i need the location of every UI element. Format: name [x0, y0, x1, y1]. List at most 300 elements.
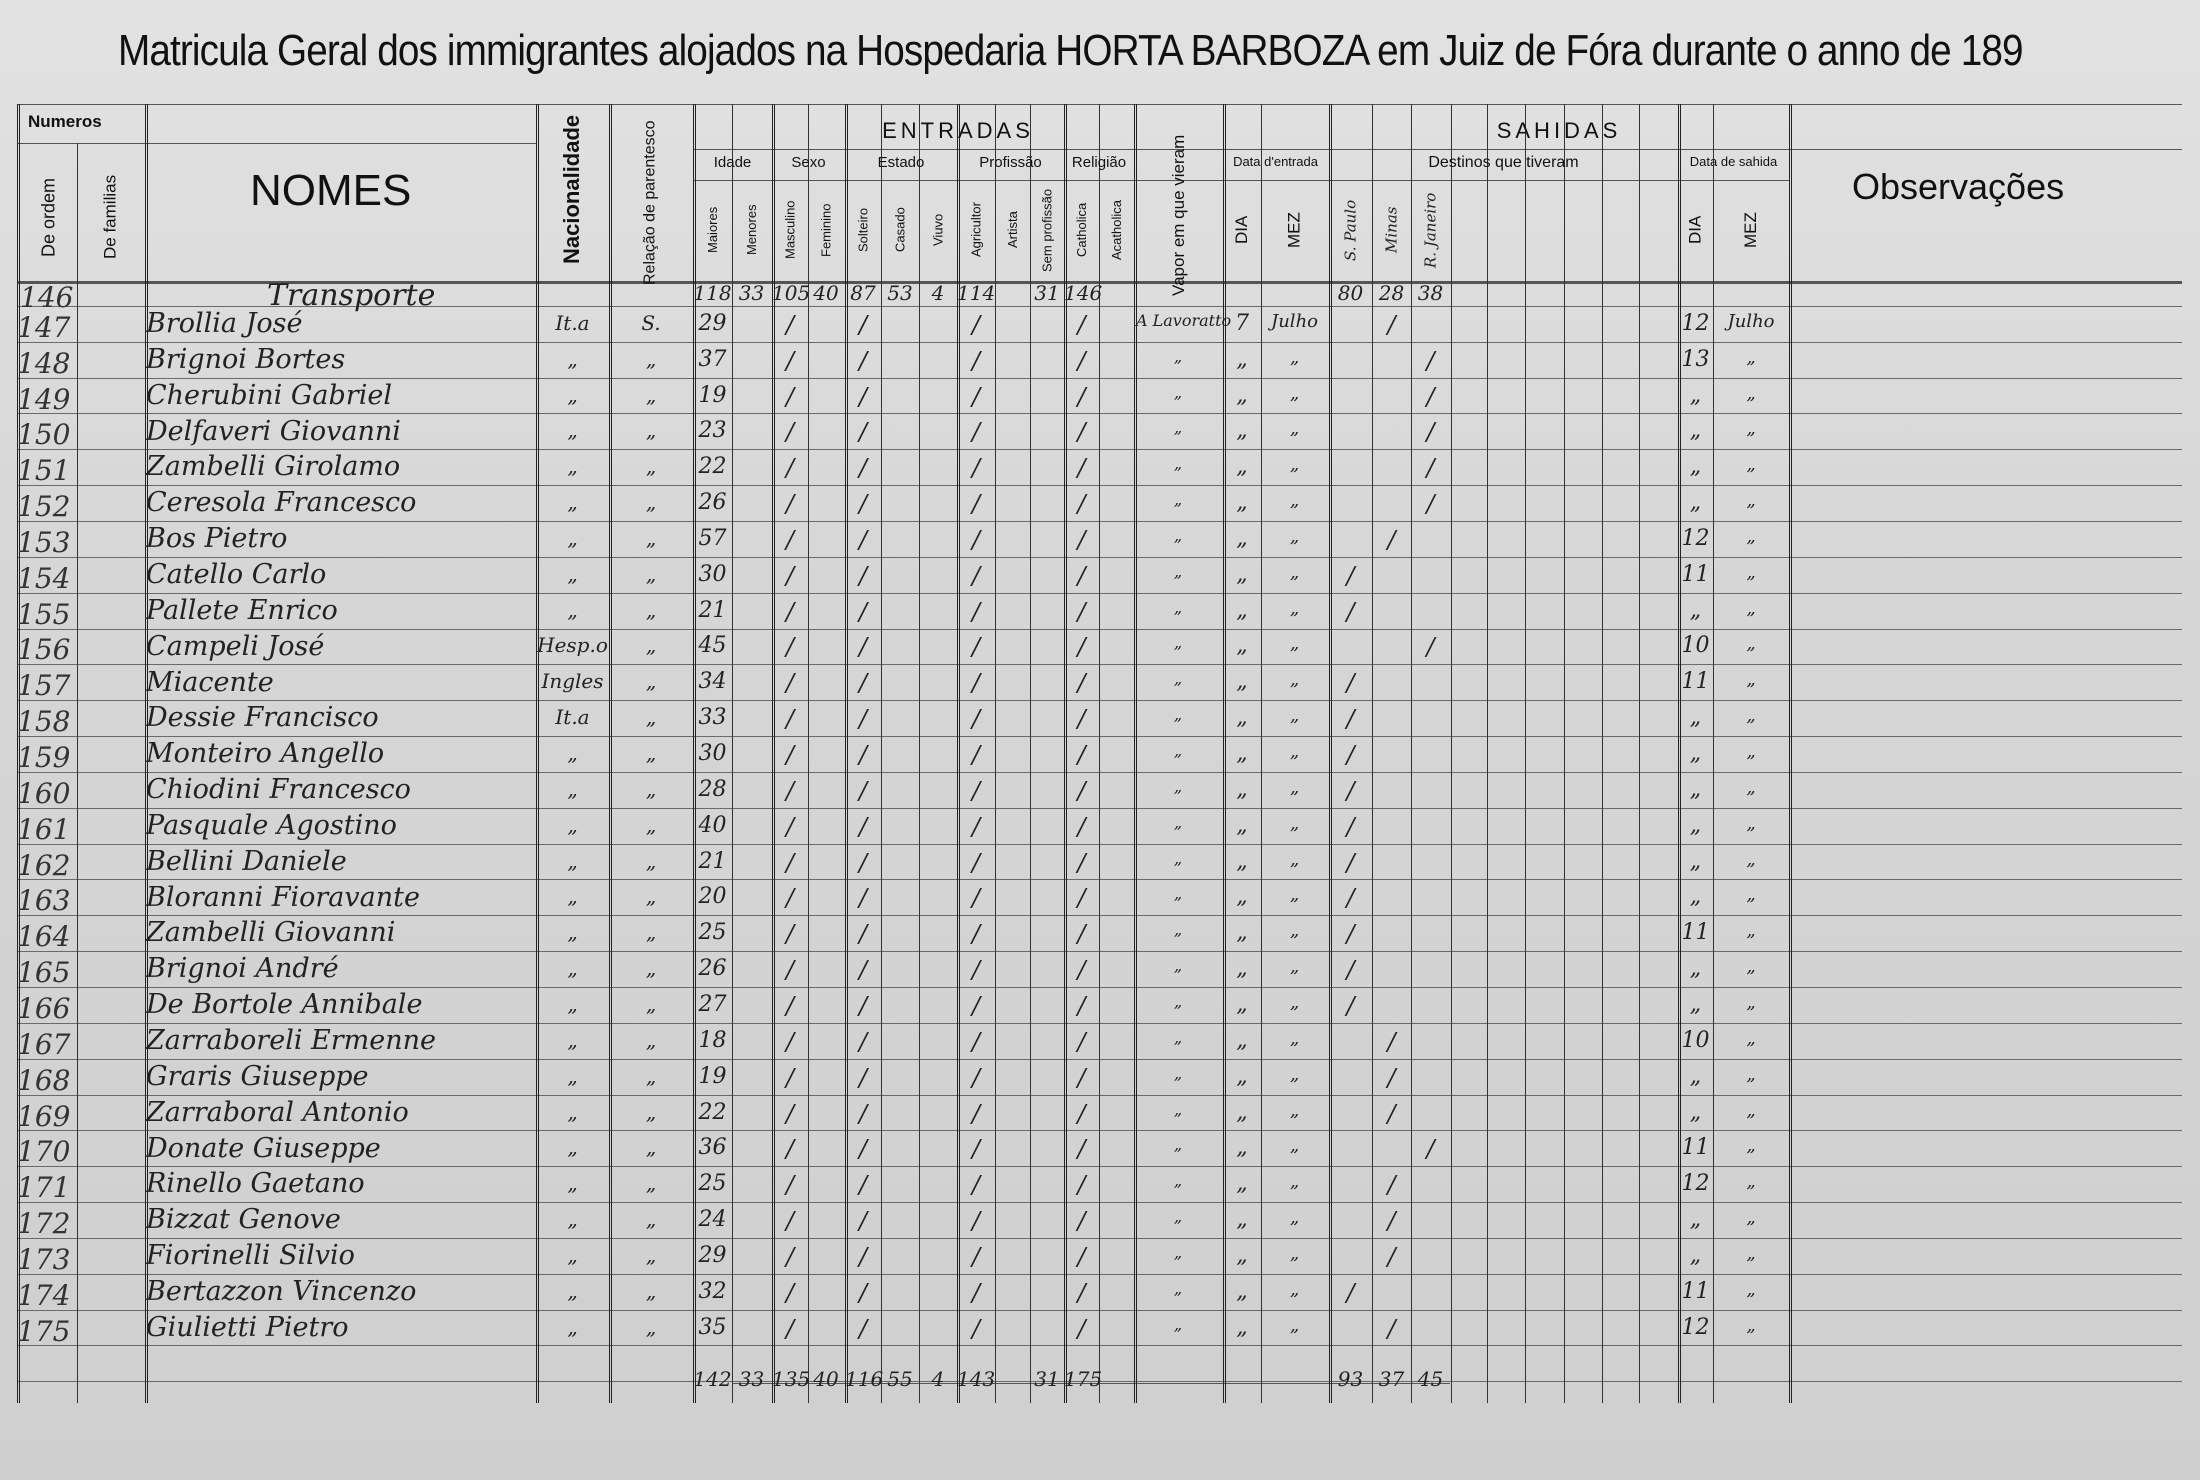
relation: „ — [645, 920, 657, 944]
tally-solt: / — [858, 562, 868, 590]
relation: „ — [645, 383, 657, 407]
vapor-name: „ — [1173, 1135, 1183, 1154]
column-rule — [1451, 104, 1452, 1403]
destination-tally: / — [1426, 490, 1435, 518]
total-d1: 93 — [1337, 1367, 1364, 1391]
row-number: 174 — [17, 1279, 71, 1312]
col-acatholica: Acatholica — [1109, 200, 1124, 260]
relation: „ — [645, 1135, 657, 1159]
exit-day: „ — [1689, 454, 1702, 479]
tally-masc: / — [785, 741, 795, 769]
immigrant-name: Pasquale Agostino — [146, 810, 397, 841]
row-number: 161 — [17, 813, 71, 846]
age: 21 — [698, 849, 727, 874]
data-entrada-label: Data d'entrada — [1233, 154, 1318, 169]
relation: „ — [645, 526, 657, 550]
tally-masc: / — [785, 454, 795, 482]
row-number: 154 — [17, 562, 71, 595]
exit-day: „ — [1689, 490, 1702, 515]
row-number: 165 — [17, 956, 71, 989]
age: 45 — [698, 633, 727, 658]
destination-tally: / — [1426, 454, 1435, 482]
entry-month: „ — [1289, 454, 1300, 475]
entry-day: „ — [1236, 777, 1248, 802]
entry-day: „ — [1236, 1028, 1248, 1053]
vapor-name: „ — [1173, 1028, 1183, 1047]
tally-agr: / — [971, 813, 981, 841]
entry-month: „ — [1289, 562, 1300, 583]
nationality: „ — [567, 418, 578, 442]
row-number: 173 — [17, 1243, 71, 1276]
tally-masc: / — [785, 1171, 795, 1199]
entry-day: „ — [1236, 920, 1248, 945]
relation: „ — [645, 777, 657, 801]
tally-solt: / — [858, 633, 868, 661]
exit-month: „ — [1746, 418, 1756, 439]
row-number: 151 — [17, 454, 71, 487]
destination-tally: / — [1387, 311, 1396, 339]
entry-day: „ — [1236, 633, 1248, 658]
exit-day: 11 — [1681, 1279, 1710, 1304]
tally-solt: / — [858, 1135, 868, 1163]
col-agricultor: Agricultor — [968, 202, 984, 258]
row-number: 162 — [17, 849, 71, 882]
destination-tally: / — [1346, 669, 1355, 697]
tally-solt: / — [858, 992, 868, 1020]
exit-day: 12 — [1681, 1315, 1710, 1340]
exit-day: „ — [1689, 813, 1702, 838]
exit-month: „ — [1746, 1279, 1756, 1300]
tally-agr: / — [971, 1315, 981, 1343]
age: 18 — [698, 1028, 727, 1053]
tally-solt: / — [858, 311, 868, 339]
immigrant-name: Rinello Gaetano — [146, 1168, 365, 1199]
row-number: 156 — [17, 633, 71, 666]
tally-masc: / — [785, 1243, 795, 1271]
total-menores: 33 — [738, 1367, 765, 1391]
vapor-name: „ — [1173, 1279, 1183, 1298]
tally-cat: / — [1077, 598, 1086, 626]
row-number: 171 — [17, 1171, 71, 1204]
relation: „ — [645, 669, 657, 693]
tally-agr: / — [971, 1135, 981, 1163]
page-title: Matricula Geral dos immigrantes alojados na Hospedaria HORTA BARBOZA em Juiz de Fóra durante o anno de 189 — [118, 26, 2023, 75]
relation: „ — [645, 705, 657, 729]
destination-tally: / — [1387, 1315, 1396, 1343]
destination-tally: / — [1346, 562, 1355, 590]
nationality: Hesp.o — [537, 633, 608, 657]
nationality: „ — [567, 813, 578, 837]
nacionalidade-label: Nacionalidade — [559, 114, 584, 264]
nationality: It.a — [555, 311, 590, 335]
entry-day: „ — [1236, 1135, 1248, 1160]
tally-masc: / — [785, 884, 795, 912]
nomes-label: NOMES — [250, 166, 412, 215]
tally-cat: / — [1077, 992, 1086, 1020]
col-dest-sao-paulo: S. Paulo — [1341, 199, 1360, 261]
vapor-name: „ — [1173, 705, 1183, 724]
tally-cat: / — [1077, 920, 1086, 948]
entry-day: „ — [1236, 526, 1248, 551]
subgroup-idade: Idade — [713, 154, 752, 171]
vapor-name: „ — [1173, 562, 1183, 581]
nationality: „ — [567, 562, 578, 586]
immigrant-name: Cherubini Gabriel — [146, 380, 392, 411]
nationality: „ — [567, 526, 578, 550]
tally-agr: / — [971, 311, 981, 339]
age: 29 — [698, 311, 727, 336]
tally-masc: / — [785, 598, 795, 626]
destination-tally: / — [1346, 1279, 1355, 1307]
entry-month: „ — [1289, 741, 1300, 762]
subgroup-sexo: Sexo — [791, 154, 826, 171]
nationality: „ — [567, 1028, 578, 1052]
tally-solt: / — [858, 347, 868, 375]
col-casado: Casado — [892, 207, 908, 253]
exit-month: „ — [1746, 1100, 1756, 1121]
total-cas: 55 — [887, 1367, 913, 1391]
exit-day: 10 — [1681, 1028, 1710, 1053]
tally-cat: / — [1077, 1100, 1086, 1128]
nationality: „ — [567, 1243, 578, 1267]
immigrant-name: Monteiro Angello — [146, 738, 385, 769]
entry-month: „ — [1289, 347, 1300, 368]
exit-month: „ — [1746, 526, 1756, 547]
exit-month: „ — [1746, 383, 1756, 404]
age: 21 — [698, 598, 727, 623]
exit-day: „ — [1689, 1100, 1702, 1125]
column-rule — [1487, 104, 1488, 1403]
age: 20 — [698, 884, 727, 909]
tally-masc: / — [785, 1279, 795, 1307]
exit-day: „ — [1689, 1243, 1702, 1268]
total-sem_prof: 31 — [1034, 1367, 1060, 1391]
row-number: 148 — [17, 347, 71, 380]
immigrant-name: Ceresola Francesco — [146, 487, 417, 518]
relation: „ — [645, 1243, 657, 1267]
de-ordem-label: De ordem — [38, 177, 59, 257]
immigrant-name: Bos Pietro — [146, 523, 288, 554]
entry-month: „ — [1289, 490, 1300, 511]
total-d3: 45 — [1417, 1367, 1444, 1391]
age: 22 — [698, 1100, 727, 1125]
tally-masc: / — [785, 1100, 795, 1128]
vapor-name: „ — [1173, 1064, 1183, 1083]
tally-solt: / — [858, 598, 868, 626]
entry-month: Julho — [1271, 311, 1318, 332]
exit-month: „ — [1746, 454, 1756, 475]
vapor-name: „ — [1173, 1171, 1183, 1190]
entry-day: „ — [1236, 1207, 1248, 1232]
age: 24 — [698, 1207, 727, 1232]
relation: „ — [645, 992, 657, 1016]
col-solteiro: Solteiro — [855, 207, 871, 253]
destination-tally: / — [1387, 1207, 1396, 1235]
tally-cat: / — [1077, 1028, 1086, 1056]
tally-cat: / — [1077, 956, 1086, 984]
nationality: „ — [567, 920, 578, 944]
tally-cat: / — [1077, 1279, 1086, 1307]
entry-day: „ — [1236, 1315, 1248, 1340]
exit-month: „ — [1746, 1064, 1756, 1085]
tally-agr: / — [971, 992, 981, 1020]
vapor-name: „ — [1173, 1315, 1183, 1334]
exit-day: 10 — [1681, 633, 1710, 658]
entry-day: „ — [1236, 598, 1248, 623]
entry-day: „ — [1236, 562, 1248, 587]
relation: „ — [645, 1100, 657, 1124]
destination-tally: / — [1346, 598, 1355, 626]
transporte-sem_prof: 31 — [1034, 281, 1060, 305]
column-rule — [77, 143, 78, 1403]
exit-day: 11 — [1681, 1135, 1710, 1160]
immigrant-name: Dessie Francisco — [146, 702, 379, 733]
tally-masc: / — [785, 813, 795, 841]
entry-month: „ — [1289, 1100, 1300, 1121]
entry-day: „ — [1236, 956, 1248, 981]
entry-month: „ — [1289, 383, 1300, 404]
transporte-label: Transporte — [267, 278, 436, 313]
tally-agr: / — [971, 1100, 981, 1128]
destination-tally: / — [1387, 1171, 1396, 1199]
exit-month: „ — [1746, 813, 1756, 834]
tally-solt: / — [858, 884, 868, 912]
immigrant-name: Bloranni Fioravante — [146, 882, 420, 913]
entry-day: „ — [1236, 418, 1248, 443]
tally-agr: / — [971, 418, 981, 446]
tally-agr: / — [971, 1064, 981, 1092]
tally-masc: / — [785, 633, 795, 661]
entry-month: „ — [1289, 956, 1300, 977]
tally-solt: / — [858, 1243, 868, 1271]
transporte-d2: 28 — [1378, 281, 1405, 305]
col-dest-minas: Minas — [1382, 206, 1401, 254]
col-maiores: Maiores — [705, 206, 720, 254]
relation: „ — [645, 598, 657, 622]
immigrant-name: Catello Carlo — [146, 559, 327, 590]
exit-day: „ — [1689, 1207, 1702, 1232]
destination-tally: / — [1346, 920, 1355, 948]
entry-month: „ — [1289, 1315, 1300, 1336]
nationality: „ — [567, 454, 578, 478]
tally-agr: / — [971, 669, 981, 697]
tally-agr: / — [971, 920, 981, 948]
immigrant-name: Campeli José — [146, 631, 325, 662]
relation: „ — [645, 347, 657, 371]
entry-day: „ — [1236, 347, 1248, 372]
tally-solt: / — [858, 849, 868, 877]
tally-agr: / — [971, 849, 981, 877]
nationality: „ — [567, 1315, 578, 1339]
entry-month: „ — [1289, 1207, 1300, 1228]
total-cath: 175 — [1064, 1367, 1103, 1391]
tally-solt: / — [858, 705, 868, 733]
exit-day: 11 — [1681, 920, 1710, 945]
exit-day: „ — [1689, 383, 1702, 408]
tally-cat: / — [1077, 849, 1086, 877]
tally-agr: / — [971, 1243, 981, 1271]
entry-month: „ — [1289, 992, 1300, 1013]
tally-cat: / — [1077, 633, 1086, 661]
relation: „ — [645, 1171, 657, 1195]
transporte-d1: 80 — [1337, 281, 1364, 305]
relation: „ — [645, 1279, 657, 1303]
entry-month: „ — [1289, 1135, 1300, 1156]
entry-month: „ — [1289, 920, 1300, 941]
tally-solt: / — [858, 1064, 868, 1092]
vapor-name: „ — [1173, 777, 1183, 796]
col-masculino: Masculino — [782, 200, 798, 260]
nationality: „ — [567, 347, 578, 371]
tally-masc: / — [785, 490, 795, 518]
vapor-name: „ — [1173, 813, 1183, 832]
relation: „ — [645, 884, 657, 908]
tally-cat: / — [1077, 1135, 1086, 1163]
nationality: Ingles — [541, 669, 604, 693]
tally-solt: / — [858, 383, 868, 411]
nationality: „ — [567, 1064, 578, 1088]
tally-masc: / — [785, 705, 795, 733]
tally-solt: / — [858, 1028, 868, 1056]
destination-tally: / — [1387, 1028, 1396, 1056]
vapor-name: „ — [1173, 1207, 1183, 1226]
vapor-name: „ — [1173, 633, 1183, 652]
row-number: 158 — [17, 705, 71, 738]
tally-agr: / — [971, 347, 981, 375]
entry-month: „ — [1289, 813, 1300, 834]
exit-day: „ — [1689, 1064, 1702, 1089]
col-catholica: Catholica — [1074, 202, 1089, 258]
exit-month: „ — [1746, 1315, 1756, 1336]
exit-month: „ — [1746, 347, 1756, 368]
tally-cat: / — [1077, 1207, 1086, 1235]
nationality: „ — [567, 1100, 578, 1124]
exit-month: „ — [1746, 956, 1756, 977]
transporte-maiores: 118 — [693, 281, 732, 305]
row-number: 168 — [17, 1064, 71, 1097]
tally-cat: / — [1077, 418, 1086, 446]
transporte-cas: 53 — [887, 281, 913, 305]
immigrant-name: De Bortole Annibale — [146, 989, 423, 1020]
destination-tally: / — [1426, 1135, 1435, 1163]
total-d2: 37 — [1378, 1367, 1405, 1391]
tally-cat: / — [1077, 490, 1086, 518]
col-sem_profissao: Sem profissão — [1039, 188, 1055, 272]
nationality: „ — [567, 1279, 578, 1303]
tally-agr: / — [971, 777, 981, 805]
entry-month: „ — [1289, 884, 1300, 905]
relacao-label: Relação de parentesco — [641, 120, 659, 286]
col-viuvo: Viuvo — [930, 213, 946, 247]
immigrant-name: Delfaveri Giovanni — [146, 416, 401, 447]
tally-cat: / — [1077, 1315, 1086, 1343]
exit-day: 12 — [1681, 311, 1710, 336]
tally-masc: / — [785, 1135, 795, 1163]
nationality: „ — [567, 1207, 578, 1231]
tally-masc: / — [785, 418, 795, 446]
immigrant-name: Chiodini Francesco — [146, 774, 411, 805]
tally-cat: / — [1077, 669, 1086, 697]
exit-month: „ — [1746, 598, 1756, 619]
exit-month: „ — [1746, 669, 1756, 690]
destination-tally: / — [1426, 418, 1435, 446]
nationality: „ — [567, 383, 578, 407]
tally-solt: / — [858, 1279, 868, 1307]
subgroup-rule — [693, 180, 1789, 181]
exit-day: 13 — [1681, 347, 1710, 372]
row-number: 175 — [17, 1315, 71, 1348]
exit-month: „ — [1746, 633, 1756, 654]
col-mez-sahida: MEZ — [1741, 212, 1760, 248]
tally-agr: / — [971, 1279, 981, 1307]
column-rule — [1525, 104, 1526, 1403]
immigrant-name: Brignoi Bortes — [146, 344, 346, 375]
tally-solt: / — [858, 526, 868, 554]
tally-masc: / — [785, 920, 795, 948]
vapor-name: „ — [1173, 849, 1183, 868]
tally-agr: / — [971, 633, 981, 661]
immigrant-name: Brignoi André — [146, 953, 339, 984]
immigrant-name: Donate Giuseppe — [146, 1133, 381, 1164]
relation: „ — [645, 490, 657, 514]
tally-solt: / — [858, 1207, 868, 1235]
relation: „ — [645, 633, 657, 657]
col-dia-entrada: DIA — [1232, 215, 1251, 245]
immigrant-name: Bertazzon Vincenzo — [146, 1276, 417, 1307]
col-artista: Artista — [1005, 211, 1020, 249]
transporte-fem: 40 — [813, 281, 839, 305]
numeros-label: Numeros — [28, 112, 102, 131]
col-vapor: Vapor em que vieram — [1169, 134, 1188, 297]
row-number: 157 — [17, 669, 71, 702]
tally-cat: / — [1077, 1064, 1086, 1092]
destination-tally: / — [1346, 777, 1355, 805]
entry-day: „ — [1236, 383, 1248, 408]
nationality: „ — [567, 741, 578, 765]
immigrant-name: Zambelli Girolamo — [146, 451, 401, 482]
entry-day: „ — [1236, 1243, 1248, 1268]
transporte-solt: 87 — [850, 281, 876, 305]
tally-masc: / — [785, 562, 795, 590]
immigrant-name: Fiorinelli Silvio — [146, 1240, 355, 1271]
age: 36 — [698, 1135, 727, 1160]
entry-month: „ — [1289, 1171, 1300, 1192]
entradas-label: ENTRADAS — [882, 118, 1034, 143]
tally-cat: / — [1077, 741, 1086, 769]
transporte-menores: 33 — [738, 281, 765, 305]
age: 57 — [698, 526, 727, 551]
vapor-name: „ — [1173, 884, 1183, 903]
tally-masc: / — [785, 1064, 795, 1092]
immigrant-name: Zambelli Giovanni — [146, 917, 396, 948]
tally-cat: / — [1077, 526, 1086, 554]
age: 37 — [698, 347, 727, 372]
exit-day: „ — [1689, 849, 1702, 874]
tally-solt: / — [858, 1315, 868, 1343]
tally-masc: / — [785, 992, 795, 1020]
row-number: 160 — [17, 777, 71, 810]
vapor-name: „ — [1173, 992, 1183, 1011]
relation: „ — [645, 418, 657, 442]
destination-tally: / — [1346, 705, 1355, 733]
exit-month: „ — [1746, 1207, 1756, 1228]
destination-tally: / — [1387, 1100, 1396, 1128]
destination-tally: / — [1426, 633, 1435, 661]
destination-tally: / — [1387, 1243, 1396, 1271]
tally-agr: / — [971, 956, 981, 984]
vapor-name: „ — [1173, 526, 1183, 545]
col-dest-rio: R. Janeiro — [1421, 192, 1440, 268]
